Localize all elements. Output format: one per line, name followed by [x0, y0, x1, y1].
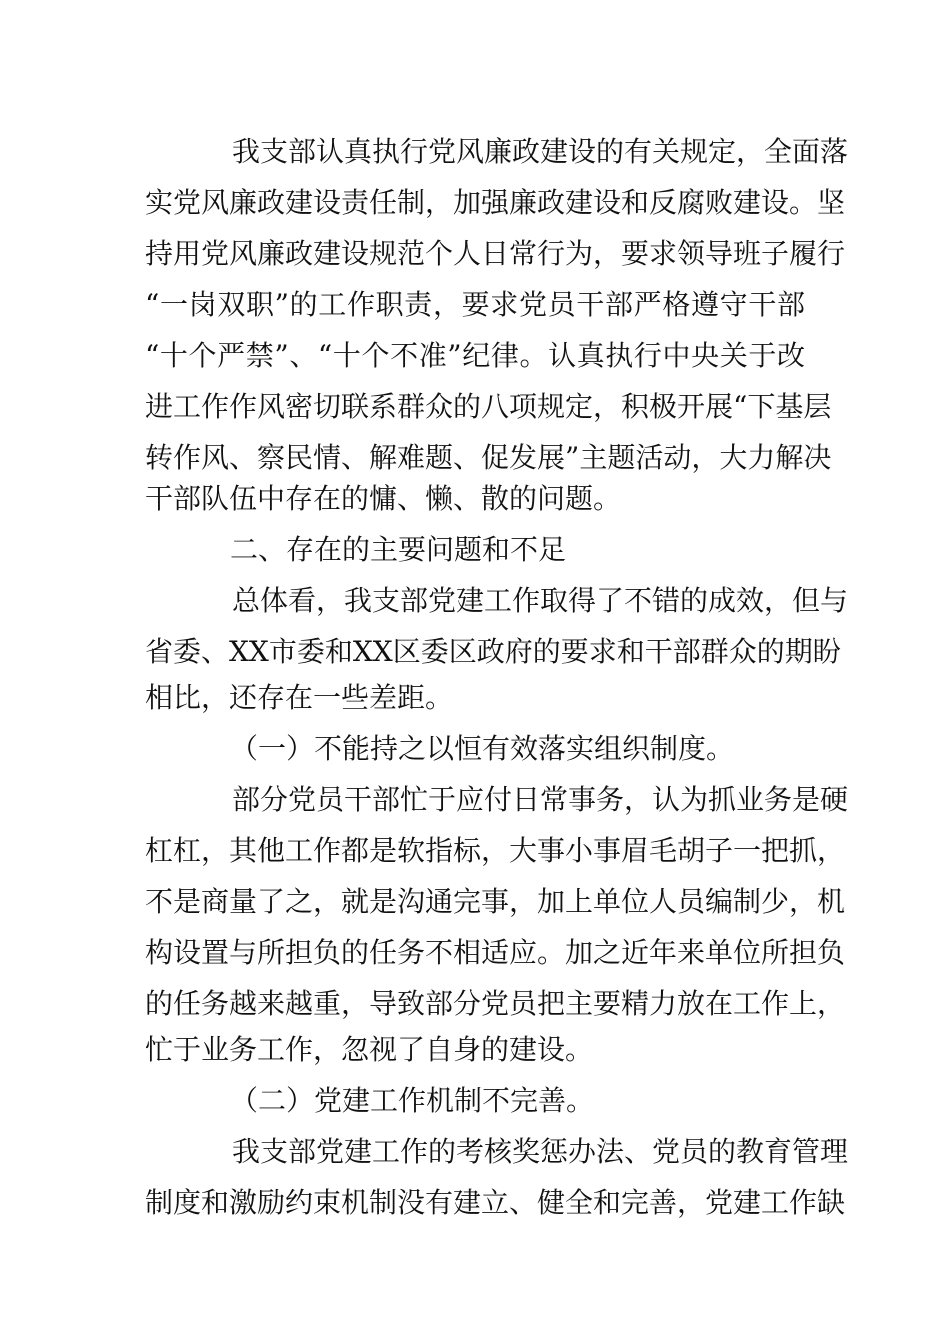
paragraph-line: 干部队伍中存在的慵、懒、散的问题。 [145, 482, 622, 515]
paragraph-line: 实党风廉政建设责任制，加强廉政建设和反腐败建设。坚 [145, 186, 846, 219]
paragraph-line: “十个严禁”、“十个不准”纪律。认真执行中央关于改 [145, 339, 805, 372]
paragraph-line: 相比，还存在一些差距。 [145, 681, 454, 714]
subsection-heading: （一）不能持之以恒有效落实组织制度。 [230, 732, 735, 765]
paragraph-line: 构设置与所担负的任务不相适应。加之近年来单位所担负 [145, 936, 846, 969]
paragraph-line: 转作风、察民情、解难题、促发展”主题活动，大力解决 [145, 441, 832, 474]
paragraph-line: 的任务越来越重，导致部分党员把主要精力放在工作上， [145, 987, 846, 1020]
paragraph-line: 杠杠，其他工作都是软指标，大事小事眉毛胡子一把抓， [145, 834, 846, 867]
paragraph-line: 不是商量了之，就是沟通完事，加上单位人员编制少，机 [145, 885, 846, 918]
paragraph-line: “一岗双职”的工作职责，要求党员干部严格遵守干部 [145, 288, 805, 321]
paragraph-line: 制度和激励约束机制没有建立、健全和完善，党建工作缺 [145, 1186, 846, 1219]
paragraph-line: 进工作作风密切联系群众的八项规定，积极开展“下基层 [145, 390, 832, 423]
paragraph-line: 我支部认真执行党风廉政建设的有关规定，全面落 [232, 135, 849, 168]
paragraph-line: 省委、XX市委和XX区委区政府的要求和干部群众的期盼 [145, 635, 841, 668]
section-heading: 二、存在的主要问题和不足 [230, 533, 567, 566]
paragraph-line: 部分党员干部忙于应付日常事务，认为抓业务是硬 [232, 783, 849, 816]
paragraph-line: 我支部党建工作的考核奖惩办法、党员的教育管理 [232, 1135, 849, 1168]
paragraph-line: 持用党风廉政建设规范个人日常行为，要求领导班子履行 [145, 237, 846, 270]
paragraph-line: 忙于业务工作，忽视了自身的建设。 [145, 1033, 594, 1066]
paragraph-line: 总体看，我支部党建工作取得了不错的成效，但与 [232, 584, 849, 617]
subsection-heading: （二）党建工作机制不完善。 [230, 1084, 595, 1117]
